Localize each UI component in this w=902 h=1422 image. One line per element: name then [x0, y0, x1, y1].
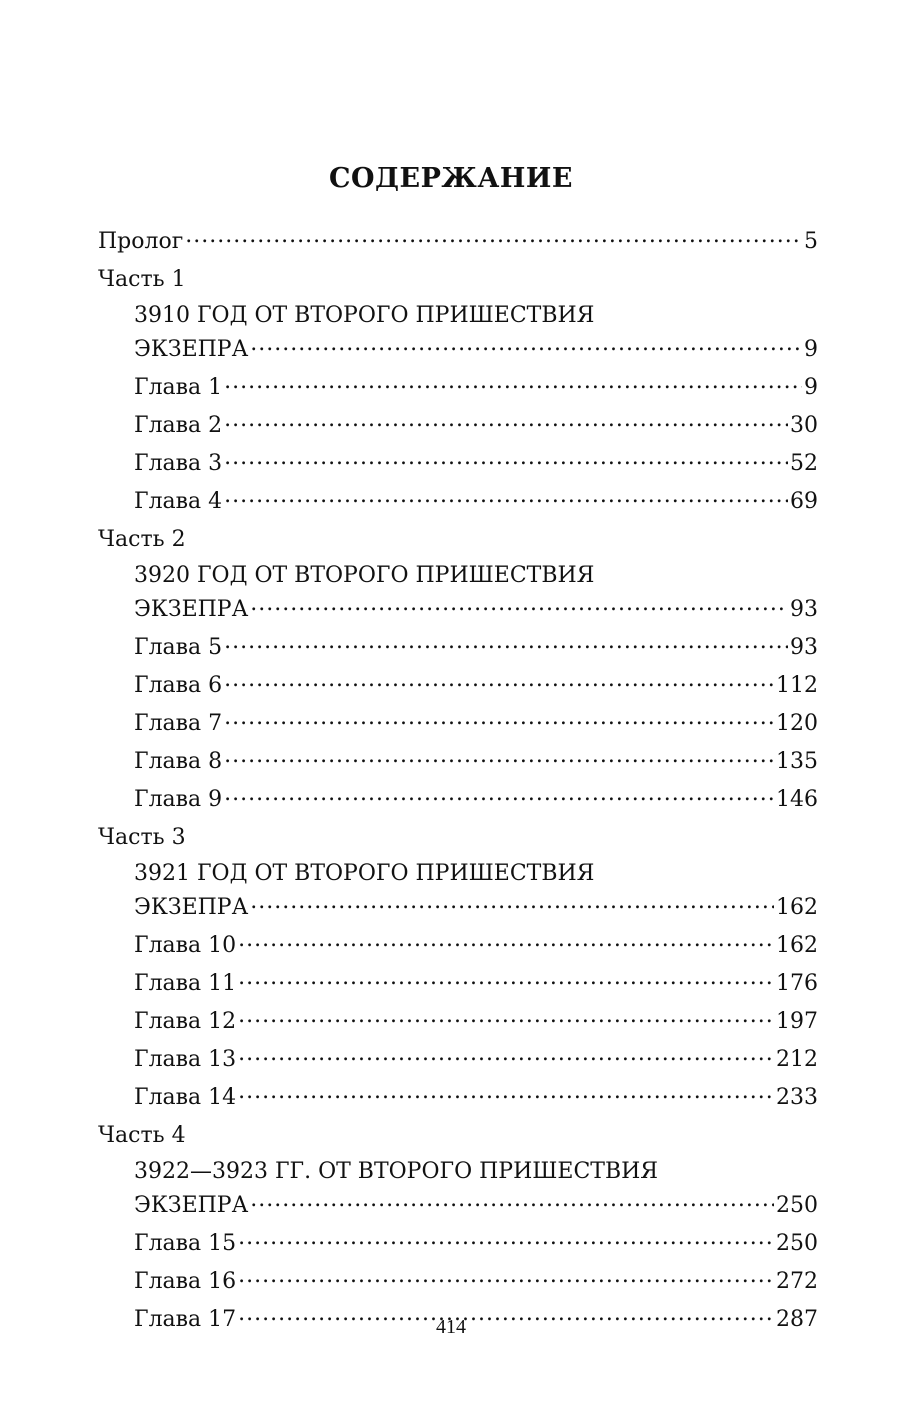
toc-entry-chapter — [98, 668, 818, 706]
toc-part-label — [98, 522, 818, 558]
dot-leader — [238, 1228, 774, 1250]
toc-entry-page: 250 — [776, 1193, 818, 1218]
toc-entry-chapter — [98, 706, 818, 744]
toc-entry-chapter — [98, 446, 818, 484]
dot-leader — [250, 892, 774, 914]
toc-entry-chapter — [98, 966, 818, 1004]
dot-leader — [238, 1006, 774, 1028]
part-heading-text: ЭКЗЕПРА — [134, 895, 249, 920]
toc-entry-chapter — [98, 370, 818, 408]
toc-entry-page: 69 — [790, 489, 818, 514]
dot-leader — [238, 1044, 774, 1066]
dot-leader — [238, 968, 774, 990]
toc-entry-page: 272 — [776, 1269, 818, 1294]
dot-leader — [224, 448, 788, 470]
toc-entry-chapter — [98, 782, 818, 820]
dot-leader — [224, 410, 788, 432]
toc-entry-label: Глава 4 — [134, 489, 223, 514]
toc-entry-page: 9 — [804, 337, 818, 362]
toc-entry-label: Глава 8 — [134, 749, 223, 774]
toc-entry-label: Глава 14 — [134, 1085, 237, 1110]
toc-entry-page: 176 — [776, 971, 818, 996]
toc-entry-label: Глава 12 — [134, 1009, 237, 1034]
dot-leader — [224, 632, 788, 654]
dot-leader — [250, 334, 802, 356]
toc-entry-page: 9 — [804, 375, 818, 400]
toc-entry-page: 93 — [790, 597, 818, 622]
toc-entry-chapter — [98, 408, 818, 446]
toc-entry-label: Глава 17 — [134, 1307, 237, 1332]
toc-entry-page: 52 — [790, 451, 818, 476]
dot-leader — [224, 784, 774, 806]
toc-entry-page: 112 — [776, 673, 818, 698]
toc-entry-label: Глава 2 — [134, 413, 223, 438]
dot-leader — [224, 746, 774, 768]
toc-entry-prologue — [98, 224, 818, 262]
part-heading-text: ЭКЗЕПРА — [134, 337, 249, 362]
page-number: 414 — [436, 1316, 466, 1338]
dot-leader — [224, 486, 788, 508]
toc-entry-chapter — [98, 1004, 818, 1042]
dot-leader — [185, 226, 802, 248]
toc-entry-page: 233 — [776, 1085, 818, 1110]
toc-part-heading-line2 — [98, 890, 818, 928]
toc-part-label — [98, 820, 818, 856]
toc-part-label — [98, 1118, 818, 1154]
dot-leader — [238, 1082, 774, 1104]
toc-entry-chapter — [98, 1042, 818, 1080]
dot-leader — [250, 1190, 774, 1212]
toc-entry-page: 135 — [776, 749, 818, 774]
part-label-text: Часть 4 — [98, 1123, 186, 1148]
toc-entry-chapter — [98, 1264, 818, 1302]
toc-entry-page: 212 — [776, 1047, 818, 1072]
toc-entry-label: Глава 11 — [134, 971, 237, 996]
toc-entry-chapter — [98, 1226, 818, 1264]
toc-part-heading-line2 — [98, 1188, 818, 1226]
toc-part-heading-line1 — [98, 856, 818, 890]
toc-entry-label: Глава 9 — [134, 787, 223, 812]
dot-leader — [224, 372, 802, 394]
toc-part-heading-line1 — [98, 558, 818, 592]
dot-leader — [224, 670, 774, 692]
toc-entry-page: 250 — [776, 1231, 818, 1256]
page-title: СОДЕРЖАНИЕ — [329, 163, 573, 194]
toc-entry-label: Глава 3 — [134, 451, 223, 476]
toc-part-heading-line1 — [98, 1154, 818, 1188]
toc-entry-chapter — [98, 1080, 818, 1118]
toc-entry-chapter — [98, 630, 818, 668]
toc-entry-label: Пролог — [98, 229, 184, 254]
toc-entry-page: 93 — [790, 635, 818, 660]
part-heading-text: 3922—3923 ГГ. ОТ ВТОРОГО ПРИШЕСТВИЯ — [134, 1159, 659, 1184]
toc-part-heading-line2 — [98, 332, 818, 370]
part-label-text: Часть 2 — [98, 527, 186, 552]
dot-leader — [250, 594, 788, 616]
toc-part-heading-line2 — [98, 592, 818, 630]
part-label-text: Часть 3 — [98, 825, 186, 850]
toc-entry-page: 287 — [776, 1307, 818, 1332]
toc-entry-label: Глава 10 — [134, 933, 237, 958]
part-label-text: Часть 1 — [98, 267, 186, 292]
table-of-contents — [98, 224, 818, 1340]
toc-entry-label: Глава 7 — [134, 711, 223, 736]
toc-entry-label: Глава 1 — [134, 375, 223, 400]
toc-entry-chapter — [98, 484, 818, 522]
toc-entry-label: Глава 5 — [134, 635, 223, 660]
toc-entry-chapter — [98, 928, 818, 966]
toc-entry-label: Глава 13 — [134, 1047, 237, 1072]
part-heading-text: 3921 ГОД ОТ ВТОРОГО ПРИШЕСТВИЯ — [134, 861, 595, 886]
toc-entry-page: 120 — [776, 711, 818, 736]
toc-entry-page: 146 — [776, 787, 818, 812]
part-heading-text: 3910 ГОД ОТ ВТОРОГО ПРИШЕСТВИЯ — [134, 303, 595, 328]
toc-entry-page: 162 — [776, 895, 818, 920]
toc-entry-chapter — [98, 744, 818, 782]
toc-entry-label: Глава 16 — [134, 1269, 237, 1294]
toc-entry-label: Глава 15 — [134, 1231, 237, 1256]
toc-entry-page: 197 — [776, 1009, 818, 1034]
dot-leader — [224, 708, 774, 730]
dot-leader — [238, 930, 774, 952]
dot-leader — [238, 1266, 774, 1288]
part-heading-text: ЭКЗЕПРА — [134, 1193, 249, 1218]
toc-entry-page: 5 — [804, 229, 818, 254]
toc-entry-page: 162 — [776, 933, 818, 958]
toc-entry-label: Глава 6 — [134, 673, 223, 698]
toc-part-label — [98, 262, 818, 298]
part-heading-text: ЭКЗЕПРА — [134, 597, 249, 622]
part-heading-text: 3920 ГОД ОТ ВТОРОГО ПРИШЕСТВИЯ — [134, 563, 595, 588]
parts-list — [98, 262, 818, 1340]
toc-part-heading-line1 — [98, 298, 818, 332]
toc-entry-page: 30 — [790, 413, 818, 438]
